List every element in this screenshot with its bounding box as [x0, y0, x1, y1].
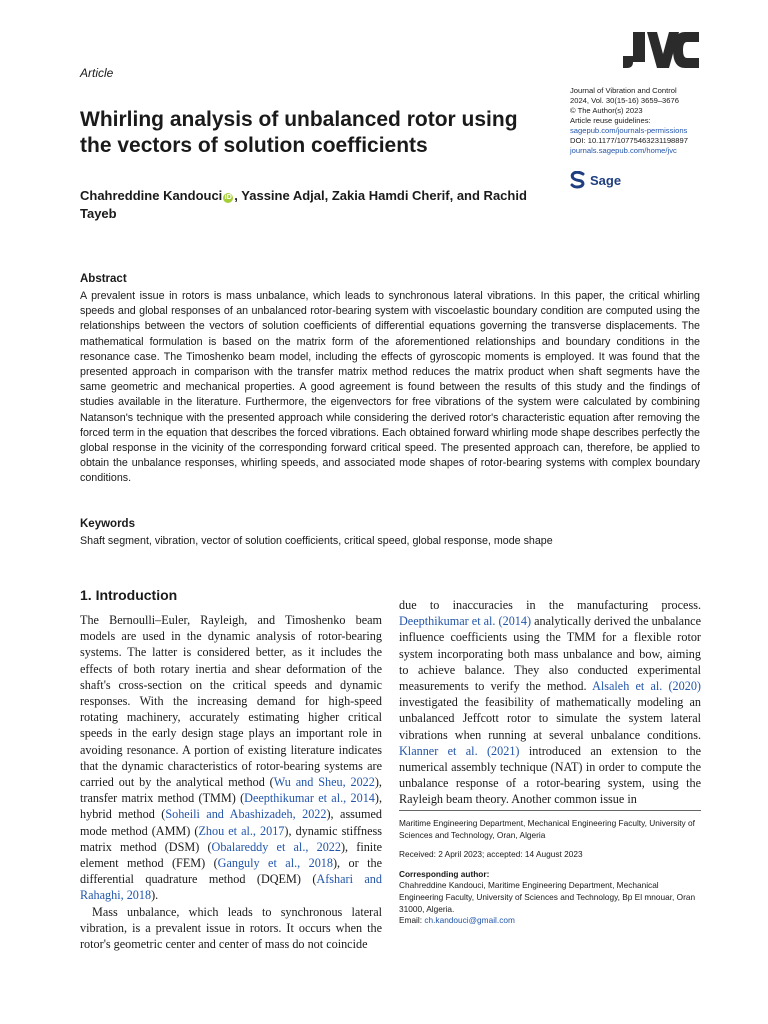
first-author: Chahreddine Kandouci: [80, 188, 223, 203]
text-run: ), dynamic stiffness matrix method (DSM) (: [80, 823, 382, 854]
journal-volume: 2024, Vol. 30(15-16) 3659–3676: [570, 96, 679, 105]
affiliation: Maritime Engineering Department, Mechanical Engineering Faculty, University of Sciences and Technology, Oran, Algeria: [399, 818, 695, 840]
abstract-heading: Abstract: [80, 273, 127, 285]
text-run: analytically derived the unbalance influence coefficients using the TMM for a flexible rotor system incorporating both mass unbalance and bow, aiming to achieve balance. They also conducted experimental measurements to verify the method.: [399, 614, 701, 694]
email-link[interactable]: ch.kandouci@gmail.com: [424, 915, 515, 926]
section-heading-introduction: 1. Introduction: [80, 587, 178, 603]
reuse-label: Article reuse guidelines:: [570, 116, 651, 125]
citation-deepthikumar-2014[interactable]: Deepthikumar et al. (2014): [399, 614, 532, 629]
intro-paragraph-2: Mass unbalance, which leads to synchronous lateral vibration, is a prevalent issue in rotors. It occurs when the rotor's geometric center and center of mass do not coincide: [80, 904, 382, 952]
intro-column-right: [399, 597, 701, 808]
intro-paragraph-1: [80, 612, 382, 904]
received-dates: Received: 2 April 2023; accepted: 14 August 2023: [399, 849, 583, 860]
citation-ganguly[interactable]: Ganguly et al., 2018: [217, 856, 333, 871]
orcid-icon[interactable]: iD: [224, 194, 232, 201]
journal-meta: [570, 86, 750, 156]
publisher-name: Sage: [590, 172, 622, 188]
text-run: ), or the differential quadrature method (DQEM) (: [80, 856, 382, 887]
article-type-label: Article: [80, 66, 114, 80]
copyright-line: © The Author(s) 2023: [570, 106, 643, 115]
sage-s-icon: [570, 171, 586, 189]
intro-column-left: [80, 612, 382, 952]
text-run: ), hybrid method (: [80, 791, 382, 822]
citation-soheili[interactable]: Soheili and Abashizadeh, 2022: [165, 807, 327, 822]
citation-obalareddy[interactable]: Obalareddy et al., 2022: [211, 839, 341, 854]
other-authors: , Yassine Adjal, Zakia Hamdi Cherif, and Rachid Tayeb: [80, 188, 527, 221]
citation-deepthikumar[interactable]: Deepthikumar et al., 2014: [244, 791, 375, 806]
citation-alsaleh[interactable]: Alsaleh et al. (2020): [592, 679, 701, 694]
footnotes: [399, 818, 704, 927]
email-line: [399, 915, 704, 927]
text-run: ), assumed mode method (AMM) (: [80, 807, 383, 838]
journal-name: Journal of Vibration and Control: [570, 86, 677, 95]
corresponding-author-details: Chahreddine Kandouci, Maritime Engineering Department, Mechanical Engineering Faculty, University of Sciences and Technology, Bp El mnouar, Oran 31000, Algeria.: [399, 880, 696, 914]
citation-zhou[interactable]: Zhou et al., 2017: [198, 823, 285, 838]
citation-klanner[interactable]: Klanner et al. (2021): [399, 743, 520, 758]
text-run: due to inaccuracies in the manufacturing process.: [399, 598, 701, 612]
footnote-divider: [399, 810, 701, 811]
text-run: ), transfer matrix method (TMM) (: [80, 775, 382, 806]
text-run: ).: [151, 888, 159, 903]
text-run: investigated the feasibility of mathematically modeling an unbalanced Jeffcott rotor to simulate the system lateral vibrations when running at several unbalance conditions.: [399, 695, 701, 742]
text-run: introduced an extension to the numerical assembly technique (NAT) in order to compute the unbalance response of a rotor-bearing system, using the Rayleigh beam theory. Another common issue in: [399, 743, 702, 807]
citation-afshari[interactable]: Afshari and Rahaghi, 2018: [80, 872, 382, 903]
reuse-link[interactable]: sagepub.com/journals-permissions: [570, 126, 688, 135]
corresponding-author-heading: Corresponding author:: [399, 868, 490, 879]
author-list: [80, 187, 550, 223]
doi-line: DOI: 10.1177/10775463231198897: [570, 136, 688, 145]
email-label: Email:: [399, 915, 425, 926]
paper-title: Whirling analysis of unbalanced rotor using the vectors of solution coefficients: [80, 108, 518, 157]
text-run: ), finite element method (FEM) (: [80, 839, 382, 871]
journal-link[interactable]: journals.sagepub.com/home/jvc: [570, 146, 677, 155]
publisher-logo: [570, 170, 621, 190]
abstract-text: A prevalent issue in rotors is mass unbalance, which leads to synchronous lateral vibrations. In this paper, the critical whirling speeds and global responses of an unbalanced rotor-bearing system with viscoelastic boundary condition are computed using the relationships between the vectors of solution coefficients of differential equations governing the transverse displacements. The mathematical formulation is based on the matrix form of the aforementioned relationships and boundary conditions in the resonance case. The Timoshenko beam model, including the effects of gyroscopic moments is employed. It was found that the presented approach in comparison with the transfer matrix method reduces the matrix product when shaft segments have the same geometric and mechanical properties. A good agreement is found between the results of this study and the findings of studies available in the literature. Furthermore, the eigenvectors for free vibrations of the system were calculated by combining Natanson's technique with the presented approach while considering the derived rotor's characteristic equation after removing the forced term in the equation that describes the forced vibrations. Each obtained forward whirling mode shape describes perfectly the global response in the vicinity of the corresponding forward critical speed. The presented approach can, therefore, be applied to obtain the unbalance responses, whirling speeds, and associated mode shapes of rotor-bearing systems with complex boundary conditions.: [80, 290, 700, 485]
citation-wu[interactable]: Wu and Sheu, 2022: [273, 775, 375, 790]
keywords-heading: Keywords: [80, 518, 135, 530]
journal-logo: [623, 28, 699, 72]
text-run: The Bernoulli–Euler, Rayleigh, and Timoshenko beam models are used in the dynamic analysis of rotor-bearing systems. The latter is considered better, as it includes the effects of both rotary inertia and shear deformation of the shaft's cross-section on the critical speeds and dynamic responses. With the increasing demand for high-speed rotating machinery, accurately estimating higher critical speeds in the early design stage plays an important role in avoiding resonance. A portion of existing literature indicates that the dynamic characteristics of rotor-bearing systems are carried out by the analytical method (: [80, 613, 382, 790]
keywords-text: Shaft segment, vibration, vector of solution coefficients, critical speed, global response, mode shape: [80, 535, 553, 547]
